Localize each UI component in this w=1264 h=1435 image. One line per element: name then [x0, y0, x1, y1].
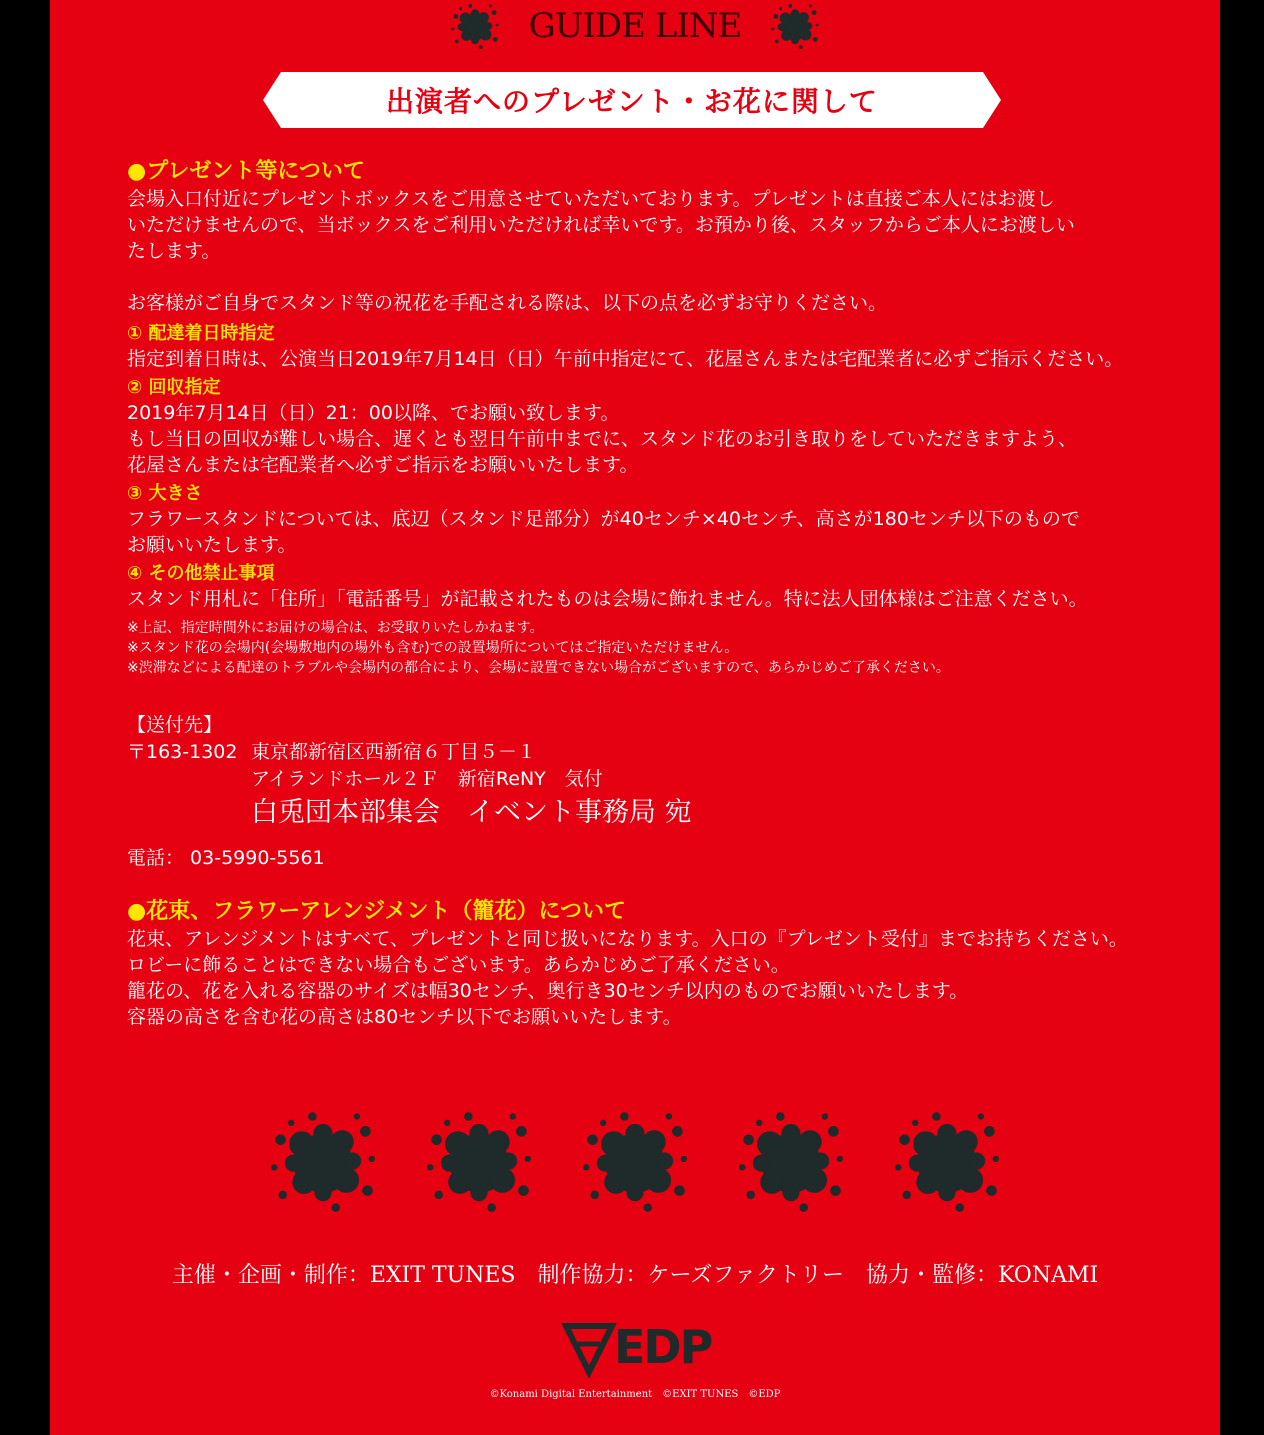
- bouquets-line: 花束、アレンジメントはすべて、プレゼントと同じ扱いになります。入口の『プレゼント受付』までお持ちください。: [127, 928, 1128, 950]
- guideline-header: [50, 0, 1220, 52]
- presents-intro-line: 会場入口付近にプレゼントボックスをご用意させていただいております。プレゼントは直接ご本人にはお渡し: [127, 188, 1055, 210]
- credits: 主催・企画・制作：EXIT TUNES 制作協力：ケーズファクトリー 協力・監修：KONAMI: [171, 1263, 1099, 1288]
- ink-splat-icon: [894, 1108, 1000, 1214]
- bouquets-line: 籠花の、花を入れる容器のサイズは幅30センチ、奥行き30センチ以内のものでお願いいたします。: [127, 980, 969, 1002]
- banner-title: 出演者へのプレゼント・お花に関して: [386, 85, 878, 118]
- logo-text: EDP: [614, 1320, 712, 1374]
- item-title: ④ その他禁止事項: [127, 563, 275, 584]
- ink-splat-icon: [270, 1108, 376, 1214]
- guideline-panel: [50, 0, 1220, 1435]
- item-title: ③ 大きさ: [127, 483, 203, 504]
- item-line: フラワースタンドについては、底辺（スタンド足部分）が40センチ×40センチ、高さが180センチ以下のもので: [127, 508, 1080, 530]
- splat-row: [50, 1108, 1220, 1218]
- ink-splat-icon: [769, 2, 821, 50]
- ink-splat-icon: [738, 1108, 844, 1214]
- presents-intro-line: たします。: [127, 240, 221, 262]
- address-line: 東京都新宿区西新宿６丁目５－１: [251, 741, 537, 763]
- ink-splat-icon: [582, 1108, 688, 1214]
- ink-splat-icon: [449, 2, 501, 50]
- note-line: ※上記、指定時間外にお届けの場合は、お受取りいたしかねます。: [127, 620, 544, 636]
- presents-intro-line: いただけませんので、当ボックスをご利用いただければ幸いです。お預かり後、スタッフからご本人にお渡しい: [127, 214, 1075, 236]
- section-banner: [263, 72, 1001, 128]
- item-title: ② 回収指定: [127, 377, 221, 398]
- item-line: お願いいたします。: [127, 534, 297, 556]
- guideline-body: [127, 158, 1167, 1030]
- bouquets-line: 容器の高さを含む花の高さは80センチ以下でお願いいたします。: [127, 1006, 682, 1028]
- note-line: ※渋滞などによる配達のトラブルや会場内の都合により、会場に設置できない場合がございますので、あらかじめご了承ください。: [127, 660, 950, 676]
- bouquets-line: ロビーに飾ることはできない場合もございます。あらかじめご了承ください。: [127, 954, 790, 976]
- address-label: 【送付先】: [127, 714, 223, 736]
- item-line: 2019年7月14日（日）21：00以降、でお願い致します。: [127, 402, 620, 424]
- copyright: ©Konami Digital Entertainment ©EXIT TUNES ©EDP: [489, 1389, 781, 1400]
- address-line: アイランドホール２Ｆ 新宿ReNY 気付: [251, 768, 603, 790]
- address-recipient: 白兎団本部集会 イベント事務局 宛: [251, 797, 692, 828]
- stand-intro: お客様がご自身でスタンド等の祝花を手配される際は、以下の点を必ずお守りください。: [127, 292, 888, 314]
- ink-splat-icon: [426, 1108, 532, 1214]
- note-line: ※スタンド花の会場内(会場敷地内の場外も含む)での設置場所についてはご指定いただけません。: [127, 640, 739, 656]
- edp-logo: [560, 1318, 710, 1378]
- item-line: スタンド用札に「住所」「電話番号」が記載されたものは会場に飾れません。特に法人団体様はご注意ください。: [127, 588, 1088, 610]
- phone-number: 電話： 03-5990-5561: [127, 847, 325, 869]
- item-line: もし当日の回収が難しい場合、遅くとも翌日午前中までに、スタンド花のお引き取りをしていただきますよう、: [127, 428, 1078, 450]
- presents-heading: ●プレゼント等について: [127, 159, 365, 184]
- item-title: ① 配達着日時指定: [127, 323, 275, 344]
- item-line: 指定到着日時は、公演当日2019年7月14日（日）午前中指定にて、花屋さんまたは宅配業者に必ずご指示ください。: [127, 348, 1124, 370]
- guideline-title: GUIDE LINE: [528, 6, 742, 46]
- bouquets-heading: ●花束、フラワーアレンジメント（籠花）について: [127, 899, 627, 924]
- postal-code: 〒163-1302: [127, 741, 238, 763]
- item-line: 花屋さんまたは宅配業者へ必ずご指示をお願いいたします。: [127, 454, 639, 476]
